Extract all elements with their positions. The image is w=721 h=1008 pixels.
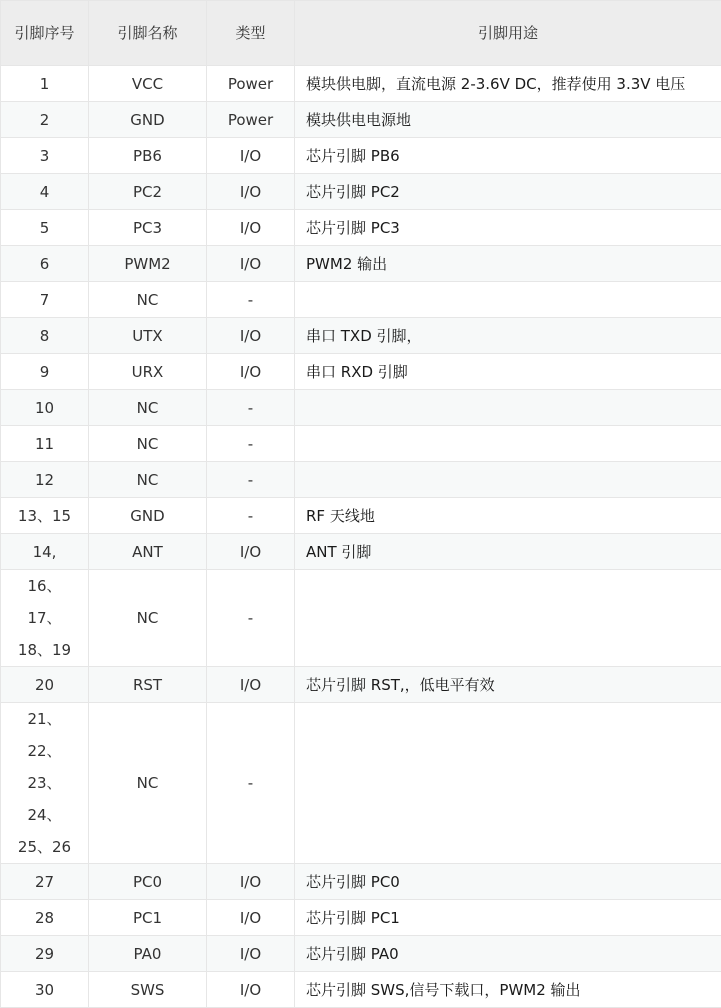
pin-type-cell: Power — [207, 102, 295, 138]
pin-name-cell: NC — [89, 703, 207, 864]
pin-name-cell: PC2 — [89, 174, 207, 210]
pin-usage-cell: 芯片引脚 PC0 — [295, 864, 721, 900]
table-row — [1, 936, 721, 972]
pin-name-cell: SWS — [89, 972, 207, 1008]
pin-type-cell: - — [207, 462, 295, 498]
table-row — [1, 390, 721, 426]
pin-usage-cell: 芯片引脚 PB6 — [295, 138, 721, 174]
pin-type-cell: I/O — [207, 318, 295, 354]
pin-usage-cell: 串口 RXD 引脚 — [295, 354, 721, 390]
pin-index-text: 4 — [7, 176, 82, 208]
pin-name-cell: NC — [89, 570, 207, 667]
pin-index-text: 29 — [7, 938, 82, 970]
pin-usage-cell — [295, 282, 721, 318]
pin-index-cell — [1, 462, 89, 498]
pin-index-text: 22、 — [7, 735, 82, 767]
table-header — [1, 1, 721, 66]
table-row — [1, 318, 721, 354]
pin-type-cell: I/O — [207, 864, 295, 900]
pin-index-text: 11 — [7, 428, 82, 460]
pin-usage-cell: ANT 引脚 — [295, 534, 721, 570]
pin-name-cell: NC — [89, 426, 207, 462]
pin-index-text: 14, — [7, 536, 82, 568]
pin-index-text: 8 — [7, 320, 82, 352]
pin-usage-cell — [295, 426, 721, 462]
table-row — [1, 174, 721, 210]
pin-index-text: 5 — [7, 212, 82, 244]
pin-index-text: 30 — [7, 974, 82, 1006]
pin-index-cell — [1, 703, 89, 864]
pin-index-cell — [1, 972, 89, 1008]
table-row — [1, 864, 721, 900]
pin-usage-cell — [295, 703, 721, 864]
pin-usage-cell: 芯片引脚 PC1 — [295, 900, 721, 936]
pin-usage-cell — [295, 570, 721, 667]
table-row — [1, 210, 721, 246]
table-row — [1, 703, 721, 864]
table-row — [1, 282, 721, 318]
pin-index-text: 24、 — [7, 799, 82, 831]
pin-usage-cell: 模块供电电源地 — [295, 102, 721, 138]
pin-index-cell — [1, 667, 89, 703]
pin-index-cell — [1, 900, 89, 936]
pin-index-text: 16、 — [7, 570, 82, 602]
table-row — [1, 972, 721, 1008]
pin-index-text: 13、15 — [7, 500, 82, 532]
table-row — [1, 570, 721, 667]
pin-name-cell: PB6 — [89, 138, 207, 174]
pin-name-cell: ANT — [89, 534, 207, 570]
table-row — [1, 900, 721, 936]
pin-usage-cell: RF 天线地 — [295, 498, 721, 534]
pin-name-cell: NC — [89, 282, 207, 318]
pin-type-cell: - — [207, 282, 295, 318]
pin-index-text: 3 — [7, 140, 82, 172]
pin-name-cell: PC3 — [89, 210, 207, 246]
pin-type-cell: I/O — [207, 667, 295, 703]
pin-type-cell: I/O — [207, 246, 295, 282]
pin-type-cell: - — [207, 570, 295, 667]
pin-type-cell: I/O — [207, 936, 295, 972]
pin-index-text: 21、 — [7, 703, 82, 735]
pin-name-cell: PA0 — [89, 936, 207, 972]
header-pin-type: 类型 — [207, 1, 295, 66]
pin-index-cell — [1, 570, 89, 667]
table-body — [1, 66, 721, 1008]
pin-index-cell — [1, 498, 89, 534]
pin-type-cell: I/O — [207, 354, 295, 390]
pin-index-cell — [1, 426, 89, 462]
pin-type-cell: I/O — [207, 210, 295, 246]
pin-index-cell — [1, 318, 89, 354]
pin-index-text: 25、26 — [7, 831, 82, 863]
table-row — [1, 354, 721, 390]
pin-index-cell — [1, 246, 89, 282]
pin-index-text: 20 — [7, 669, 82, 701]
table-row — [1, 426, 721, 462]
table-row — [1, 667, 721, 703]
pin-name-cell: GND — [89, 102, 207, 138]
pin-index-text: 23、 — [7, 767, 82, 799]
pin-index-text: 27 — [7, 866, 82, 898]
pin-name-cell: NC — [89, 390, 207, 426]
pin-index-text: 2 — [7, 104, 82, 136]
pin-usage-cell — [295, 390, 721, 426]
pin-name-cell: PC1 — [89, 900, 207, 936]
pin-index-cell — [1, 282, 89, 318]
pin-type-cell: I/O — [207, 972, 295, 1008]
pin-index-cell — [1, 138, 89, 174]
pin-name-cell: PC0 — [89, 864, 207, 900]
pin-index-cell — [1, 936, 89, 972]
pin-name-cell: NC — [89, 462, 207, 498]
pin-index-text: 7 — [7, 284, 82, 316]
pin-index-cell — [1, 102, 89, 138]
header-pin-usage: 引脚用途 — [295, 1, 721, 66]
pin-type-cell: - — [207, 498, 295, 534]
pin-type-cell: I/O — [207, 174, 295, 210]
pin-index-cell — [1, 210, 89, 246]
header-row — [1, 1, 721, 66]
pin-index-text: 1 — [7, 68, 82, 100]
pin-index-text: 17、 — [7, 602, 82, 634]
pin-type-cell: - — [207, 703, 295, 864]
pin-usage-cell — [295, 462, 721, 498]
pin-usage-cell: 芯片引脚 PC2 — [295, 174, 721, 210]
pin-index-text: 6 — [7, 248, 82, 280]
table-row — [1, 534, 721, 570]
pin-index-cell — [1, 534, 89, 570]
pin-usage-cell: 芯片引脚 PA0 — [295, 936, 721, 972]
header-pin-index: 引脚序号 — [1, 1, 89, 66]
pin-index-cell — [1, 354, 89, 390]
pin-usage-cell: 芯片引脚 SWS,信号下载口，PWM2 输出 — [295, 972, 721, 1008]
table-row — [1, 66, 721, 102]
pin-name-cell: UTX — [89, 318, 207, 354]
pin-index-text: 10 — [7, 392, 82, 424]
pin-index-text: 12 — [7, 464, 82, 496]
pin-name-cell: RST — [89, 667, 207, 703]
pin-index-text: 28 — [7, 902, 82, 934]
pin-name-cell: GND — [89, 498, 207, 534]
table-row — [1, 102, 721, 138]
pin-name-cell: URX — [89, 354, 207, 390]
table-row — [1, 498, 721, 534]
pin-usage-cell: 芯片引脚 RST,，低电平有效 — [295, 667, 721, 703]
header-pin-name: 引脚名称 — [89, 1, 207, 66]
pin-index-text: 18、19 — [7, 634, 82, 666]
pin-type-cell: - — [207, 390, 295, 426]
pin-usage-cell: 串口 TXD 引脚， — [295, 318, 721, 354]
pin-type-cell: Power — [207, 66, 295, 102]
pin-name-cell: VCC — [89, 66, 207, 102]
pin-type-cell: I/O — [207, 138, 295, 174]
pin-type-cell: I/O — [207, 534, 295, 570]
pin-usage-cell: 芯片引脚 PC3 — [295, 210, 721, 246]
pin-index-cell — [1, 390, 89, 426]
pin-usage-cell: 模块供电脚，直流电源 2-3.6V DC，推荐使用 3.3V 电压 — [295, 66, 721, 102]
pin-index-text: 9 — [7, 356, 82, 388]
pin-type-cell: - — [207, 426, 295, 462]
table-row — [1, 462, 721, 498]
pin-name-cell: PWM2 — [89, 246, 207, 282]
table-row — [1, 138, 721, 174]
pin-index-cell — [1, 864, 89, 900]
table-row — [1, 246, 721, 282]
pin-index-cell — [1, 174, 89, 210]
pin-index-cell — [1, 66, 89, 102]
pin-usage-cell: PWM2 输出 — [295, 246, 721, 282]
pin-type-cell: I/O — [207, 900, 295, 936]
